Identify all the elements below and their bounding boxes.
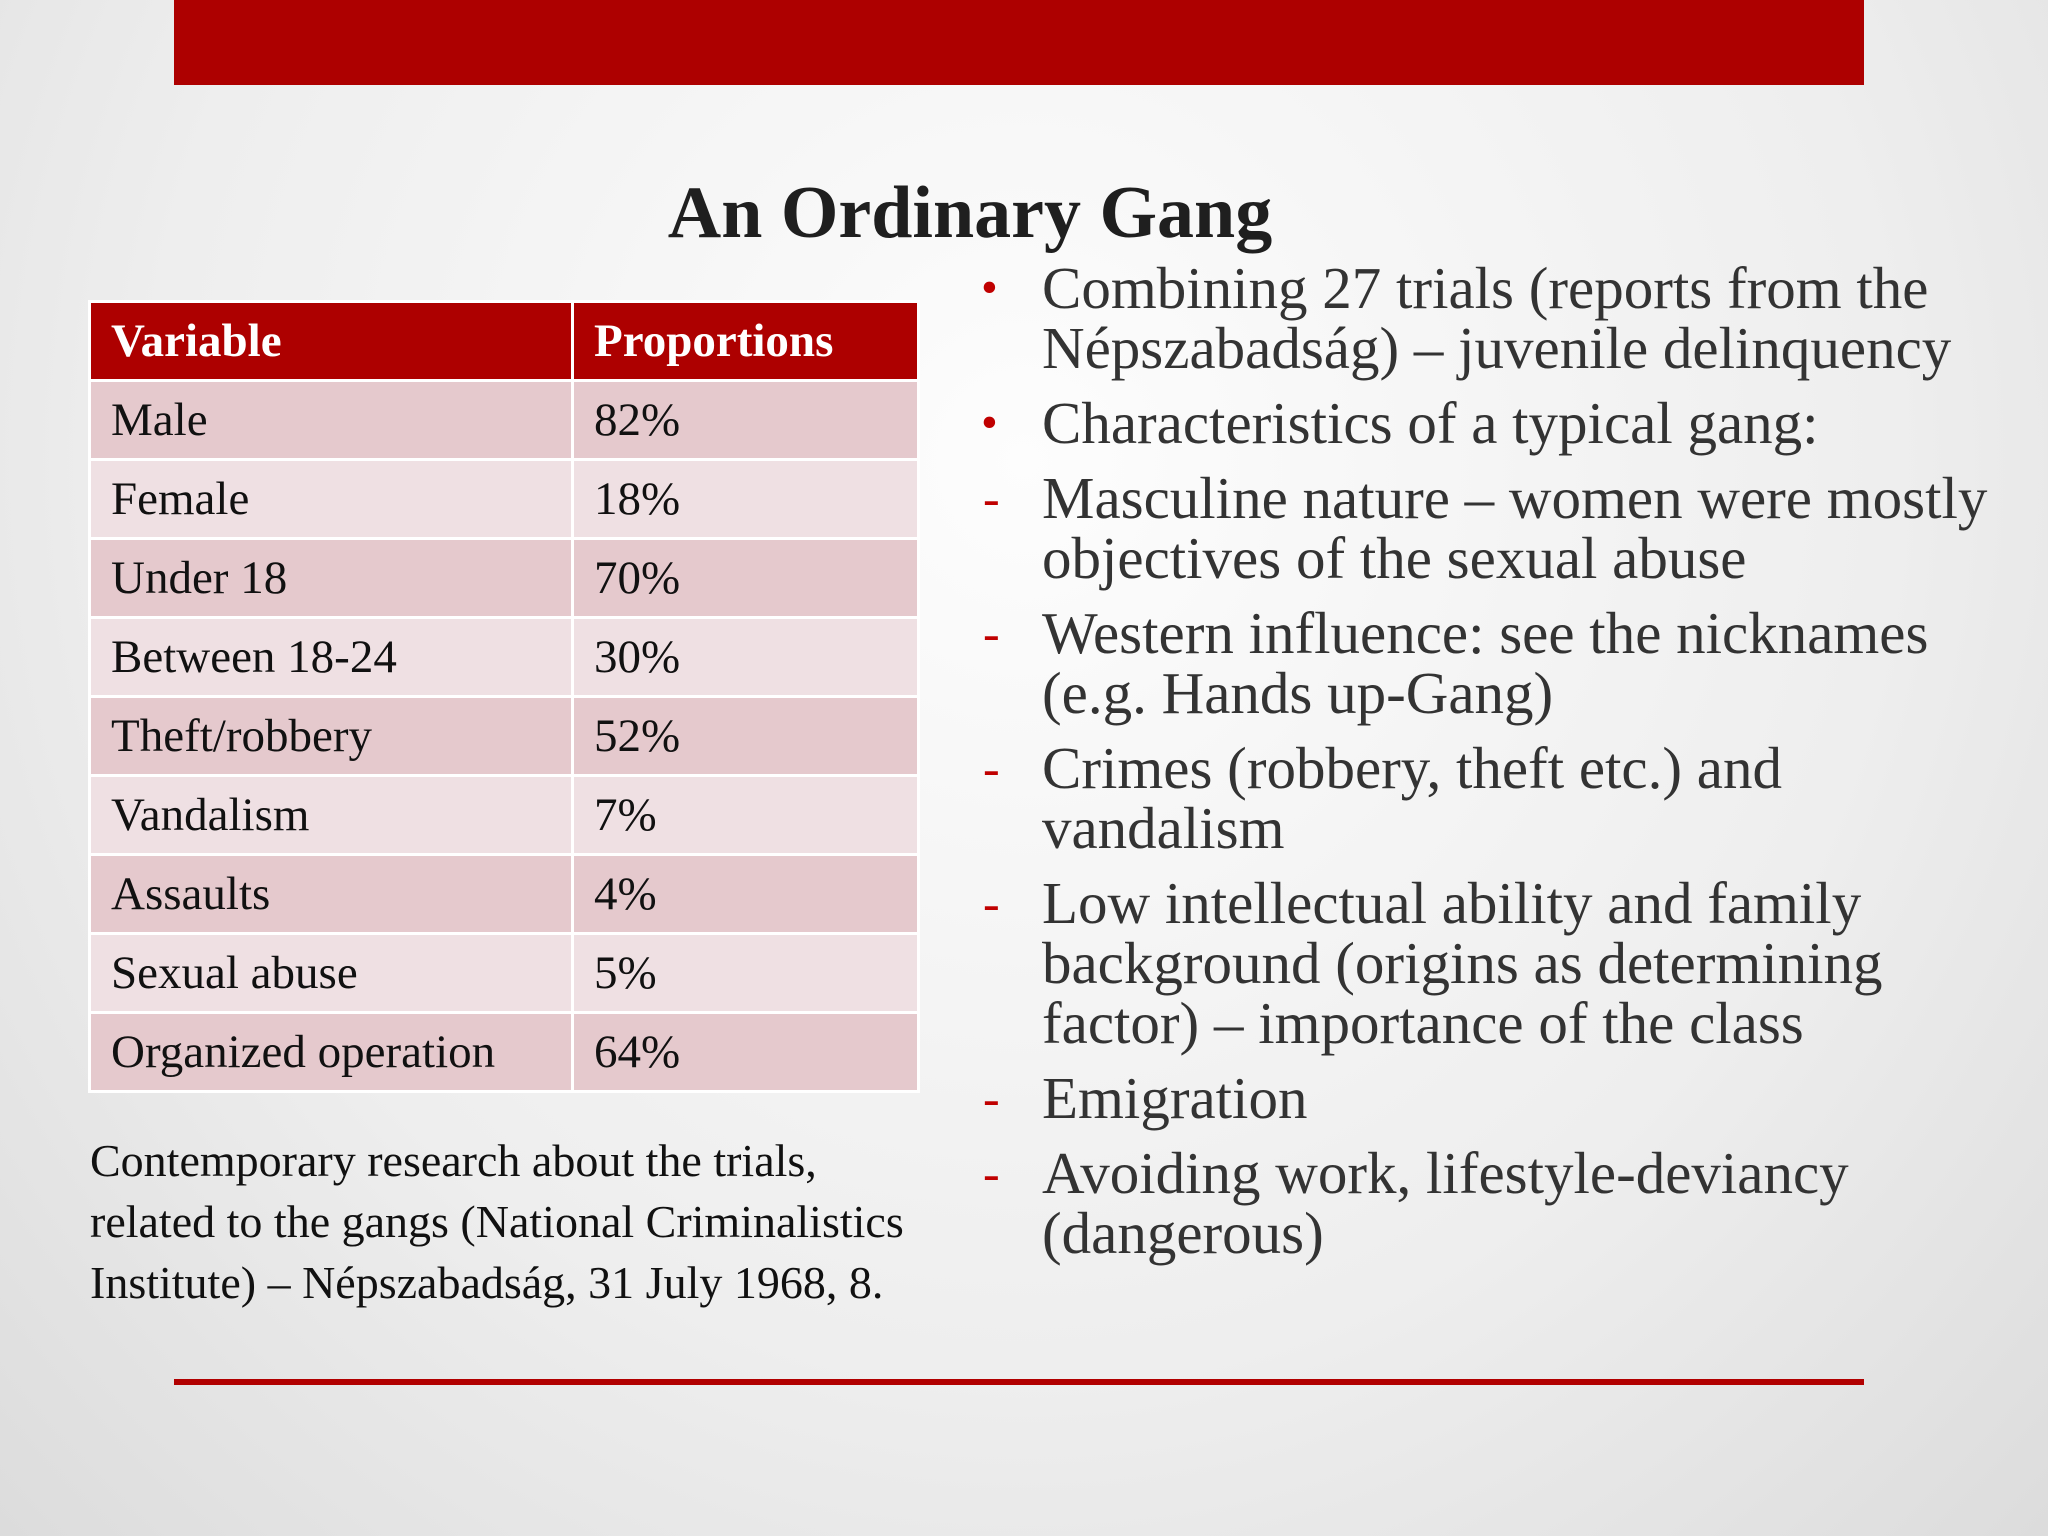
bullet-item xyxy=(975,735,2005,861)
bullet-item xyxy=(975,870,2005,1056)
dash-marker: - xyxy=(983,470,1000,526)
row-variable: Sexual abuse xyxy=(90,934,573,1013)
table-row xyxy=(90,697,919,776)
bullet-text: Masculine nature – women were mostly objectives of the sexual abuse xyxy=(1042,465,1988,591)
bullet-text: Western influence: see the nicknames (e.g. Hands up-Gang) xyxy=(1042,600,1929,726)
row-variable: Female xyxy=(90,460,573,539)
row-proportion: 70% xyxy=(573,539,919,618)
bullet-item xyxy=(975,255,2005,381)
header-proportions: Proportions xyxy=(573,302,919,381)
table-row xyxy=(90,618,919,697)
bullet-item xyxy=(975,1140,2005,1266)
row-variable: Between 18-24 xyxy=(90,618,573,697)
row-proportion: 52% xyxy=(573,697,919,776)
table-row xyxy=(90,1013,919,1092)
bottom-accent-line xyxy=(174,1379,1864,1385)
dash-marker: - xyxy=(983,1145,1000,1201)
bullet-marker: • xyxy=(981,396,998,449)
row-variable: Assaults xyxy=(90,855,573,934)
row-proportion: 18% xyxy=(573,460,919,539)
dash-marker: - xyxy=(983,605,1000,661)
bullet-text: Emigration xyxy=(1042,1065,1308,1131)
row-variable: Under 18 xyxy=(90,539,573,618)
row-proportion: 64% xyxy=(573,1013,919,1092)
dash-marker: - xyxy=(983,1070,1000,1126)
table-row xyxy=(90,539,919,618)
table-row xyxy=(90,934,919,1013)
bullet-text: Low intellectual ability and family background (origins as determining factor) – importance of the class xyxy=(1042,870,1883,1056)
bullet-item xyxy=(975,600,2005,726)
proportions-table xyxy=(88,300,920,1093)
table-row xyxy=(90,460,919,539)
slide-title: An Ordinary Gang xyxy=(667,172,1273,254)
table-header-row xyxy=(90,302,919,381)
row-variable: Organized operation xyxy=(90,1013,573,1092)
row-proportion: 82% xyxy=(573,381,919,460)
dash-marker: - xyxy=(983,875,1000,931)
row-proportion: 4% xyxy=(573,855,919,934)
row-variable: Male xyxy=(90,381,573,460)
bullet-item xyxy=(975,465,2005,591)
bullet-marker: • xyxy=(981,261,998,314)
row-proportion: 7% xyxy=(573,776,919,855)
row-proportion: 5% xyxy=(573,934,919,1013)
top-accent-bar xyxy=(174,0,1864,85)
table-caption: Contemporary research about the trials, related to the gangs (National Criminalistics Institute) – Népszabadság, 31 July 1968, 8. xyxy=(90,1135,904,1308)
row-proportion: 30% xyxy=(573,618,919,697)
bullet-item xyxy=(975,1065,2005,1131)
table-row xyxy=(90,855,919,934)
bullet-list xyxy=(975,255,2005,1278)
dash-marker: - xyxy=(983,740,1000,796)
row-variable: Vandalism xyxy=(90,776,573,855)
table-row xyxy=(90,381,919,460)
bullet-item xyxy=(975,390,2005,456)
bullet-text: Crimes (robbery, theft etc.) and vandalism xyxy=(1042,735,1782,861)
bullet-text: Avoiding work, lifestyle-deviancy (dangerous) xyxy=(1042,1140,1849,1266)
table-row xyxy=(90,776,919,855)
row-variable: Theft/robbery xyxy=(90,697,573,776)
bullet-text: Combining 27 trials (reports from the Népszabadság) – juvenile delinquency xyxy=(1042,255,1952,381)
header-variable: Variable xyxy=(90,302,573,381)
bullet-text: Characteristics of a typical gang: xyxy=(1042,390,1819,456)
